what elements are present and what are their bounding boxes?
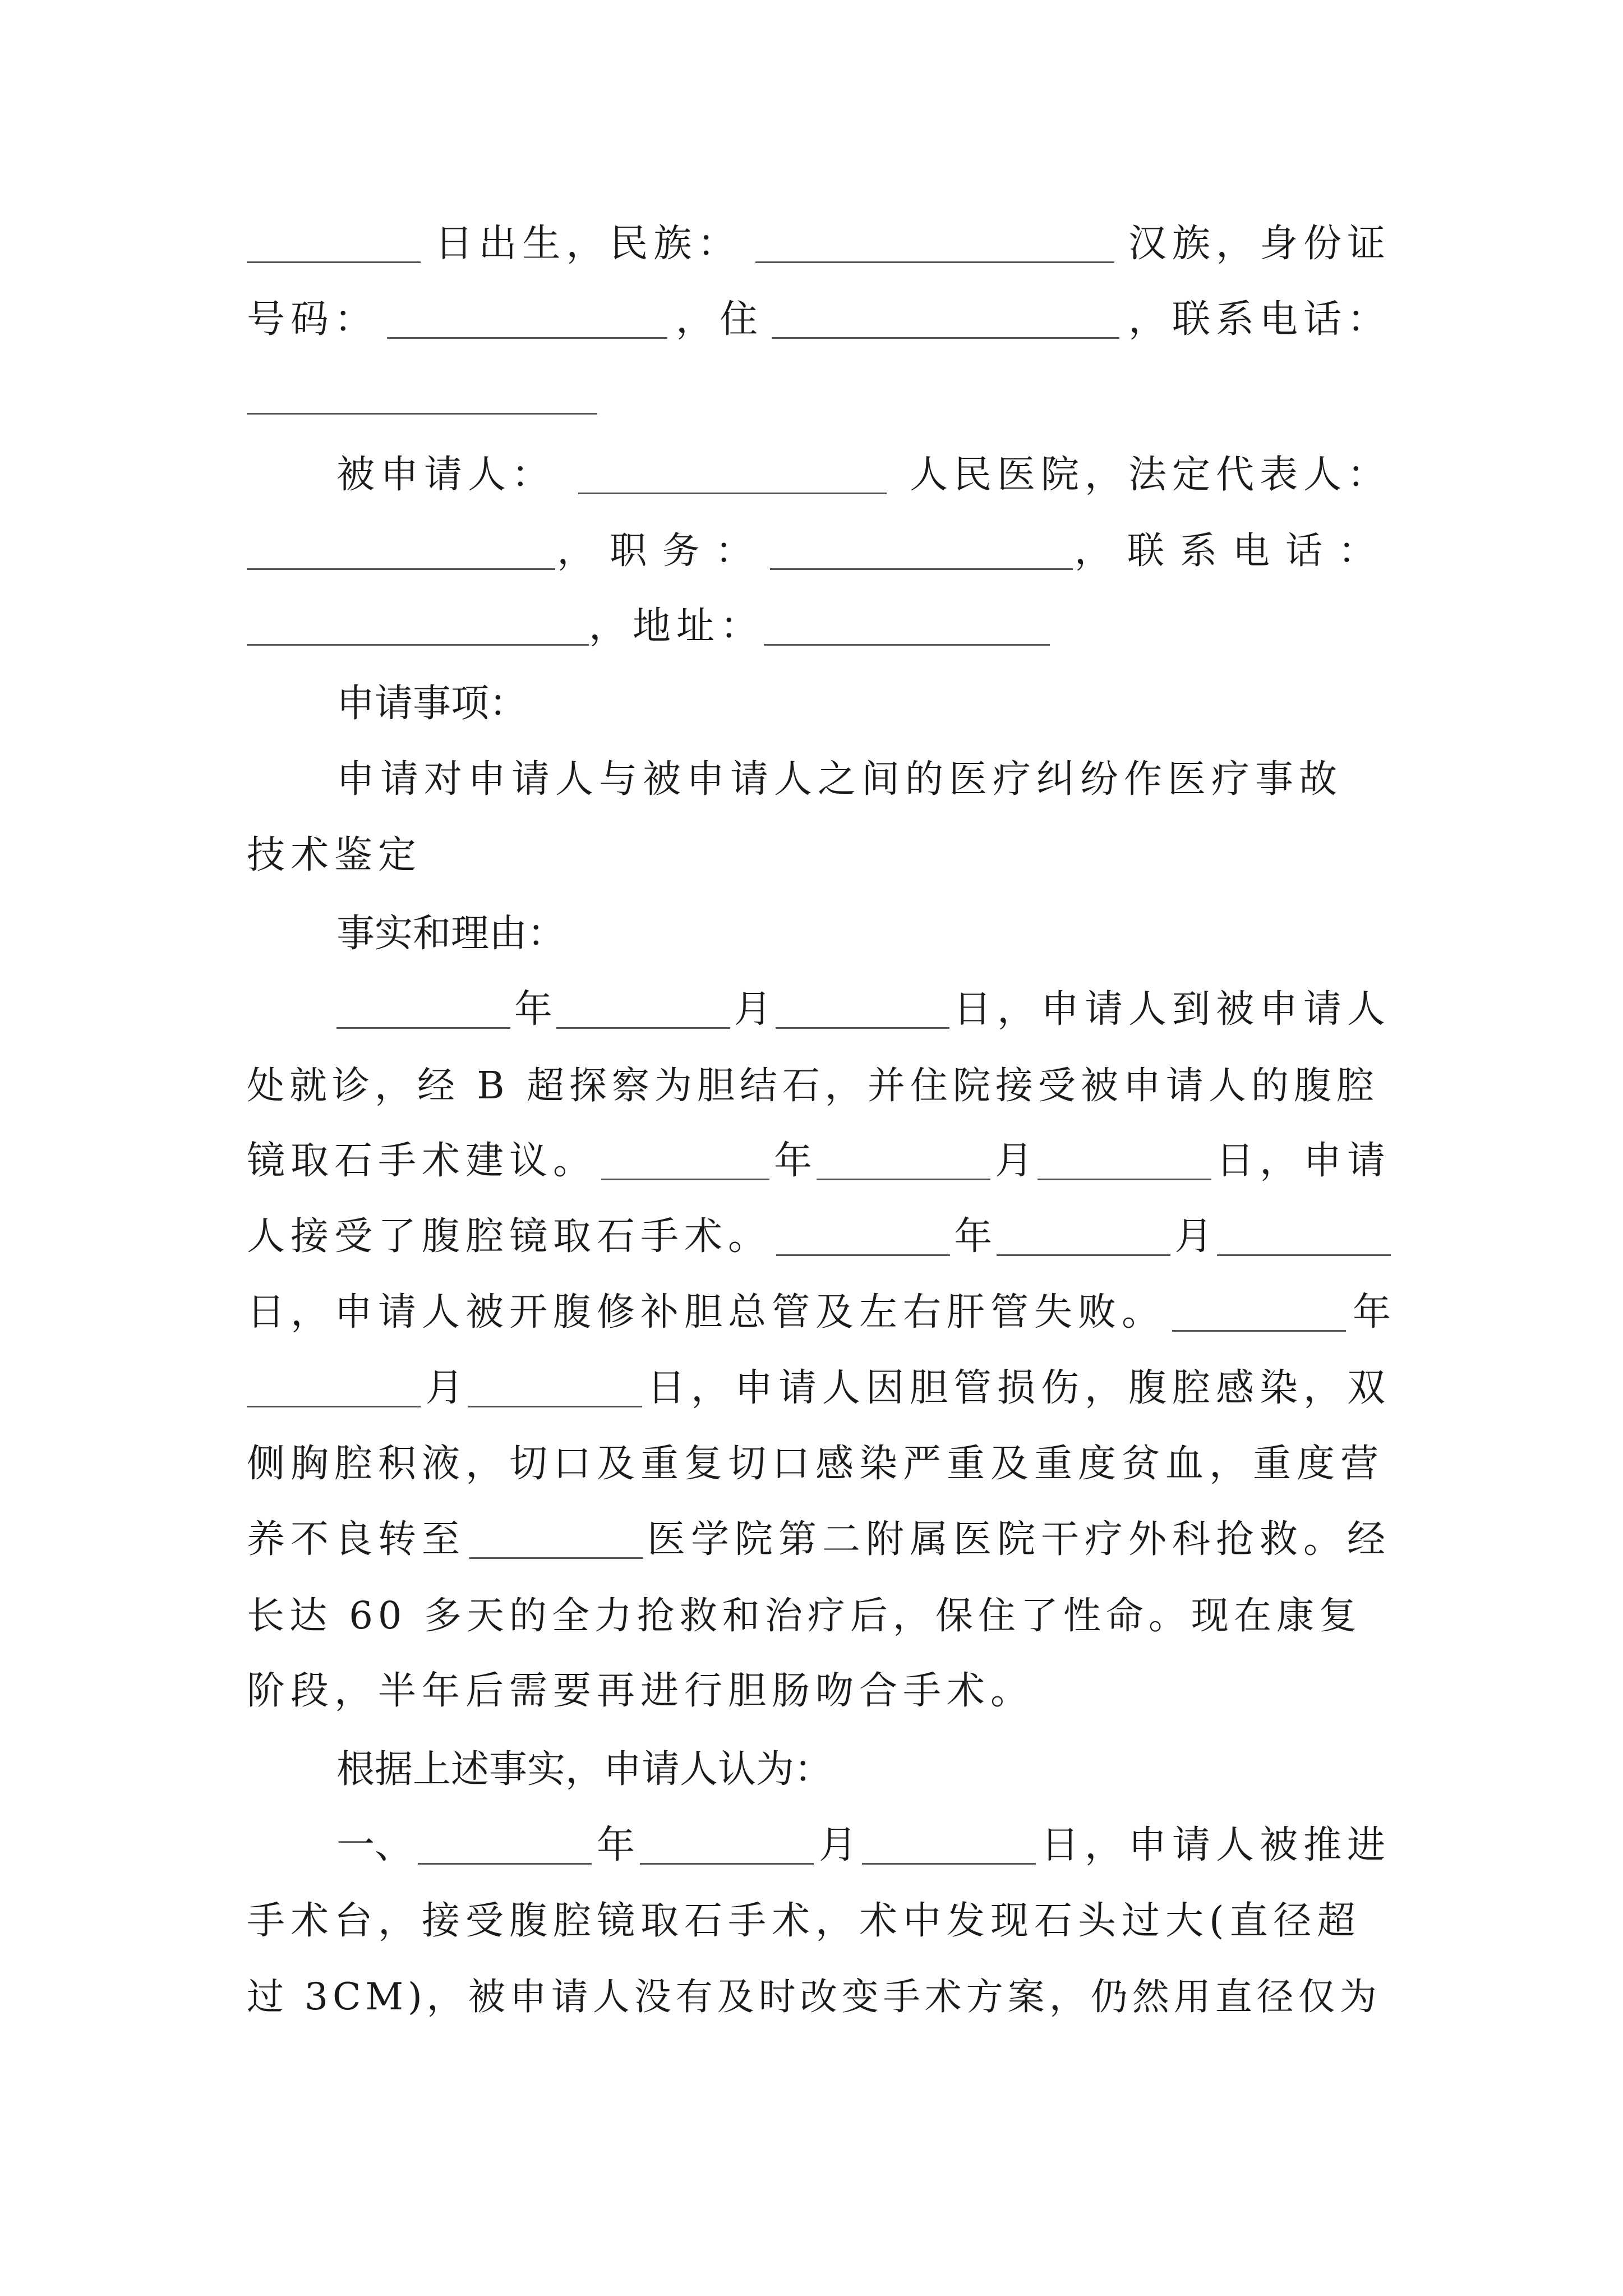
facts-line-6 xyxy=(247,1360,1391,1416)
month-label: 月 xyxy=(994,1139,1033,1183)
conclusion-line-2 xyxy=(247,1893,1391,1949)
year-label: 年 xyxy=(514,987,552,1032)
month-label: 月 xyxy=(818,1823,857,1867)
applicant-ethnicity-label: 汉族，身份证 xyxy=(1128,222,1391,266)
conclusion-heading-text: 根据上述事实，申请人认为： xyxy=(336,1747,833,1792)
respondent-line-3 xyxy=(247,599,1391,655)
respondent-hospital-label: 人民医院，法定代表人： xyxy=(909,453,1391,497)
facts-heading-text: 事实和理由： xyxy=(336,912,566,956)
blank-ethnicity[interactable] xyxy=(755,226,1114,263)
year-label: 年 xyxy=(773,1139,812,1183)
respondent-phone-label: ，联系电话： xyxy=(1074,529,1391,572)
facts-text-1d: 人接受了腹腔镜取石手术。 xyxy=(247,1214,772,1259)
respondent-address-label: ，地址： xyxy=(589,604,764,648)
blank-address[interactable] xyxy=(772,301,1119,339)
blank-id-number[interactable] xyxy=(387,301,667,339)
facts-text-1a: 日，申请人到被申请人 xyxy=(953,987,1391,1032)
blank-respondent-name[interactable] xyxy=(578,457,887,494)
blank-respondent-phone[interactable] xyxy=(247,608,589,646)
blank-year-4[interactable] xyxy=(1172,1294,1346,1332)
blank-respondent-address[interactable] xyxy=(764,608,1050,646)
year-label: 年 xyxy=(1352,1290,1391,1335)
blank-month-3[interactable] xyxy=(997,1218,1170,1256)
facts-text-1g: 侧胸腔积液，切口及重复切口感染严重及重度贫血，重度营 xyxy=(247,1442,1385,1486)
blank-legal-rep[interactable] xyxy=(247,532,555,570)
facts-line-9 xyxy=(247,1588,1391,1644)
facts-text-1c-end: 日，申请 xyxy=(1215,1139,1391,1183)
blank-day-3[interactable] xyxy=(1217,1218,1391,1256)
respondent-line-2 xyxy=(247,523,1391,579)
blank-day-2[interactable] xyxy=(1038,1143,1211,1180)
facts-line-5 xyxy=(247,1285,1391,1341)
facts-heading xyxy=(336,906,1391,962)
facts-text-1h-b: 医学院第二附属医院干疗外科抢救。经 xyxy=(647,1517,1391,1562)
item1-text-a: 日，申请人被推进 xyxy=(1040,1823,1391,1867)
blank-transfer-institution[interactable] xyxy=(469,1521,643,1559)
applicant-id-label: 号码： xyxy=(247,297,379,342)
blank-position[interactable] xyxy=(770,532,1073,570)
blank-year-3[interactable] xyxy=(776,1218,950,1256)
applicant-line-3 xyxy=(247,367,1391,424)
applicant-birth-label: 日出生，民族： xyxy=(435,222,741,266)
blank-birth-day[interactable] xyxy=(247,226,421,263)
conclusion-line-3 xyxy=(247,1969,1391,2025)
item1-prefix: 一、 xyxy=(336,1823,413,1867)
request-line-2 xyxy=(247,827,1391,884)
applicant-line-2 xyxy=(247,292,1391,348)
year-label: 年 xyxy=(954,1214,993,1259)
conclusion-line-1 xyxy=(336,1818,1391,1874)
blank-year-1[interactable] xyxy=(336,991,510,1029)
blank-month-1[interactable] xyxy=(556,991,730,1029)
request-text-2: 技术鉴定 xyxy=(247,833,422,877)
facts-text-1e: 日，申请人被开腹修补胆总管及左右肝管失败。 xyxy=(247,1290,1166,1335)
month-label: 月 xyxy=(1174,1214,1213,1259)
facts-line-7 xyxy=(247,1436,1391,1492)
applicant-phone-label: ，联系电话： xyxy=(1128,297,1391,342)
blank-month-2[interactable] xyxy=(817,1143,990,1180)
facts-text-1f: 日，申请人因胆管损伤，腹腔感染，双 xyxy=(647,1366,1391,1410)
respondent-label: 被申请人： xyxy=(336,453,556,497)
blank-day-4[interactable] xyxy=(468,1370,642,1407)
facts-text-1b: 处就诊，经 B 超探察为胆结石，并住院接受被申请人的腹腔 xyxy=(247,1064,1379,1107)
blank-year-2[interactable] xyxy=(601,1143,769,1180)
item1-text-c: 过 3CM)，被申请人没有及时改变手术方案，仍然用直径仅为 xyxy=(247,1975,1381,2018)
item1-text-b: 手术台，接受腹腔镜取石手术，术中发现石头过大(直径超 xyxy=(247,1899,1361,1943)
facts-line-3 xyxy=(247,1133,1391,1189)
request-heading-text: 申请事项： xyxy=(336,682,528,726)
request-heading xyxy=(336,676,1391,732)
blank-day-1[interactable] xyxy=(776,991,949,1029)
request-line-1 xyxy=(336,752,1391,808)
respondent-position-label: ，职务： xyxy=(557,529,768,572)
facts-line-8 xyxy=(247,1512,1391,1568)
applicant-address-label: ，住 xyxy=(675,297,763,342)
facts-text-1c: 镜取石手术建议。 xyxy=(247,1139,597,1183)
blank-month-5[interactable] xyxy=(640,1827,814,1865)
blank-year-5[interactable] xyxy=(418,1827,592,1865)
facts-text-1h-a: 养不良转至 xyxy=(247,1517,466,1562)
blank-month-4[interactable] xyxy=(247,1370,421,1407)
blank-day-5[interactable] xyxy=(862,1827,1036,1865)
applicant-line-1 xyxy=(247,216,1391,272)
month-label: 月 xyxy=(734,987,772,1032)
facts-line-2 xyxy=(247,1057,1391,1114)
facts-line-10 xyxy=(247,1663,1391,1719)
conclusion-heading xyxy=(336,1742,1391,1798)
blank-applicant-phone[interactable] xyxy=(247,377,597,415)
facts-line-1 xyxy=(336,982,1391,1038)
respondent-line-1 xyxy=(336,447,1391,503)
facts-text-1j: 阶段，半年后需要再进行胆肠吻合手术。 xyxy=(247,1669,1035,1713)
request-text-1: 申请对申请人与被申请人之间的医疗纠纷作医疗事故 xyxy=(336,757,1343,802)
month-label: 月 xyxy=(425,1366,464,1410)
facts-line-4 xyxy=(247,1209,1391,1265)
facts-text-1i: 长达 60 多天的全力抢救和治疗后，保住了性命。现在康复 xyxy=(247,1594,1362,1637)
year-label: 年 xyxy=(596,1823,635,1867)
